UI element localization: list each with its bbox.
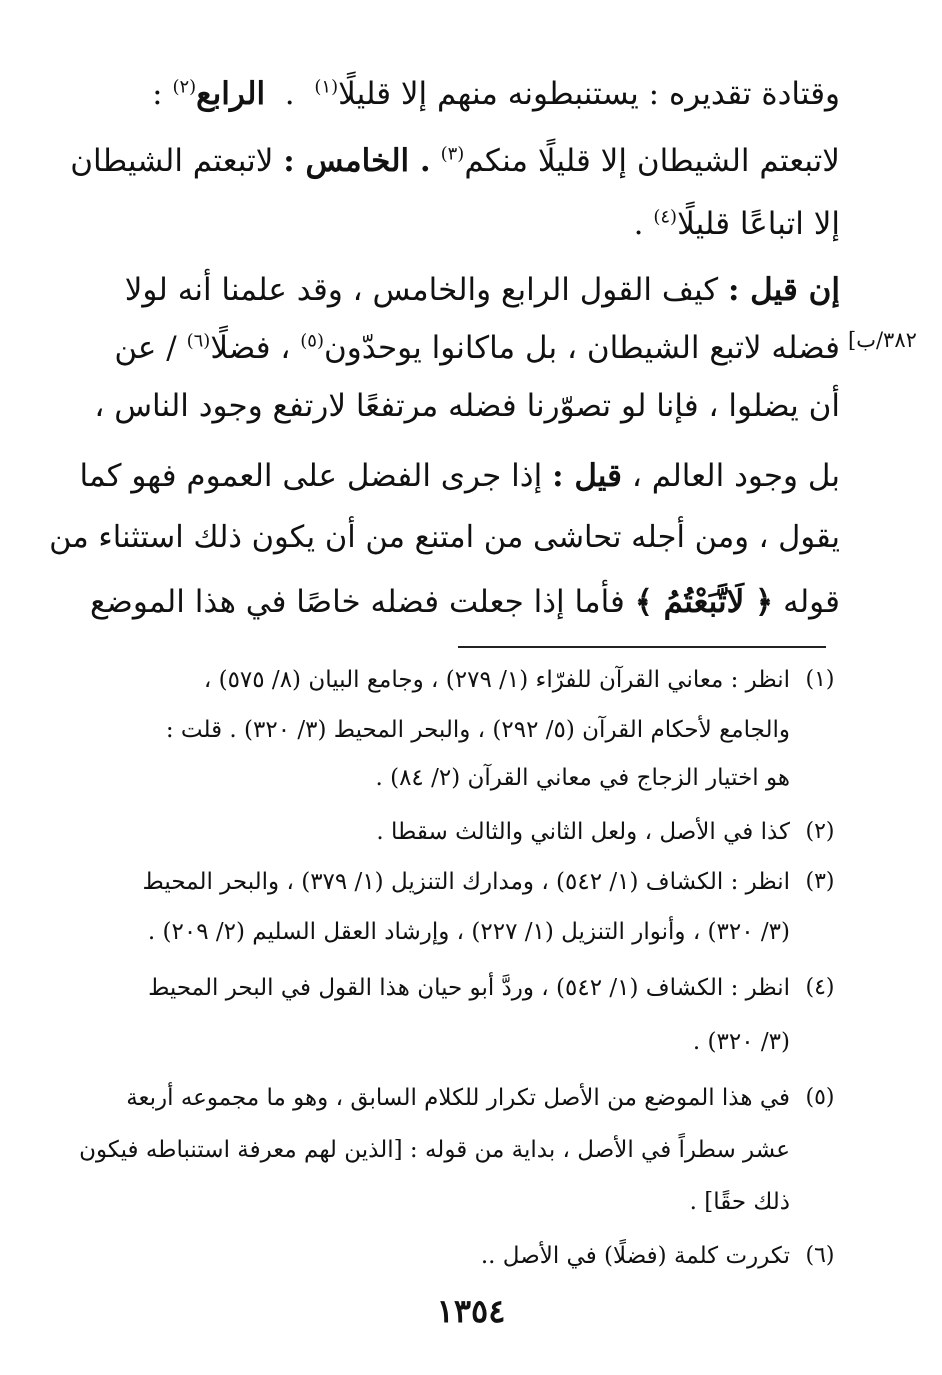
footnote-ref-3[interactable]: (٣) bbox=[440, 143, 465, 165]
text-run: فأما إذا جعلت فضله خاصًا في هذا الموضع bbox=[90, 584, 625, 620]
footnote-ref-5[interactable]: (٥) bbox=[300, 330, 324, 352]
main-text-line-1: وقتادة تقديره : يستنبطونه منهم إلا قليلًا$^{(١)}$ . الرابع$^{(٢)}$ : bbox=[152, 76, 840, 112]
quran-quote: ﴿ لَاتَّبَعْتُمُ ﴾ bbox=[634, 584, 774, 620]
footnote-line: (٣/ ٣٢٠) . bbox=[692, 1029, 790, 1055]
footnote-ref-4[interactable]: (٤) bbox=[653, 206, 678, 228]
text-run: لاتبعتم الشيطان إلا قليلًا منكم bbox=[464, 143, 840, 179]
text-run: إلا اتباعًا قليلًا bbox=[677, 206, 840, 242]
text-run: ، فضلًا bbox=[210, 330, 291, 366]
text-run: / عن bbox=[114, 330, 177, 366]
footnote-number: (٦) bbox=[805, 1243, 835, 1268]
text-run: بل وجود العالم ، bbox=[631, 458, 840, 494]
main-text-line-4 bbox=[50, 262, 840, 318]
main-text-line-2 bbox=[50, 133, 840, 189]
footnote-ref-6[interactable]: (٦) bbox=[186, 330, 211, 352]
main-text-line-8 bbox=[50, 510, 840, 566]
footnote-line: انظر : الكشاف (١/ ٥٤٢) ، ومدارك التنزيل (١/ ٣٧٩) ، والبحر المحيط bbox=[142, 869, 790, 895]
footnote-number: (٢) bbox=[805, 819, 835, 844]
main-text-line-5 bbox=[50, 320, 840, 376]
footnote-number: (٤) bbox=[805, 975, 835, 1000]
footnote-line: انظر : معاني القرآن للفرّاء (١/ ٢٧٩) ، وجامع البيان (٨/ ٥٧٥) ، bbox=[203, 667, 790, 693]
text-run: لاتبعتم الشيطان bbox=[70, 143, 274, 179]
footnote-line: هو اختيار الزجاج في معاني القرآن (٢/ ٨٤) . bbox=[375, 765, 790, 791]
footnote-separator bbox=[458, 646, 826, 648]
text-run: . bbox=[633, 206, 644, 242]
text-run: : bbox=[152, 76, 163, 112]
text-run: وقتادة تقديره : يستنبطونه منهم إلا قليلًا bbox=[338, 76, 840, 112]
keyword-if-said: إن قيل : bbox=[727, 272, 840, 308]
footnote-ref-2[interactable]: (٢) bbox=[172, 76, 197, 98]
footnote-number: (٥) bbox=[805, 1085, 835, 1110]
keyword-fourth: الرابع bbox=[196, 76, 266, 112]
footnote-line: انظر : الكشاف (١/ ٥٤٢) ، وردَّ أبو حيان هذا القول في البحر المحيط bbox=[148, 975, 790, 1001]
text-run: أن يضلوا ، فإنا لو تصوّرنا فضله مرتفعًا لارتفع وجود الناس ، bbox=[94, 388, 840, 424]
main-text-line-9 bbox=[50, 574, 840, 630]
footnote-ref-1[interactable]: (١) bbox=[314, 76, 339, 98]
footnote-number: (١) bbox=[805, 667, 835, 692]
footnote-line: والجامع لأحكام القرآن (٥/ ٢٩٢) ، والبحر المحيط (٣/ ٣٢٠) . قلت : bbox=[165, 717, 790, 743]
page-number: ١٣٥٤ bbox=[436, 1292, 506, 1330]
footnote-line: كذا في الأصل ، ولعل الثاني والثالث سقطا . bbox=[376, 819, 790, 845]
keyword-answer: قيل : bbox=[552, 458, 622, 494]
text-run: إذا جرى الفضل على العموم فهو كما bbox=[79, 458, 543, 494]
footnote-line: في هذا الموضع من الأصل تكرار للكلام السابق ، وهو ما مجموعه أربعة bbox=[126, 1085, 790, 1111]
footnote-line: تكررت كلمة (فضلًا) في الأصل .. bbox=[480, 1243, 790, 1269]
manuscript-folio-marker: ٣٨٢/ب] bbox=[848, 328, 917, 352]
text-run: فضله لاتبع الشيطان ، بل ماكانوا يوحدّون bbox=[323, 330, 840, 366]
keyword-fifth: . الخامس : bbox=[283, 143, 431, 179]
footnote-number: (٣) bbox=[805, 869, 835, 894]
main-text-line-6 bbox=[50, 378, 840, 434]
main-text-line-7 bbox=[50, 448, 840, 504]
footnote-line: ذلك حقًا] . bbox=[689, 1189, 790, 1215]
footnote-line: عشر سطراً في الأصل ، بداية من قوله : [الذين لهم معرفة استنباطه فيكون bbox=[79, 1137, 790, 1163]
footnote-line: (٣/ ٣٢٠) ، وأنوار التنزيل (١/ ٢٢٧) ، وإرشاد العقل السليم (٢/ ٢٠٩) . bbox=[147, 919, 790, 945]
text-run: يقول ، ومن أجله تحاشى من امتنع من أن يكون ذلك استثناء من bbox=[49, 520, 840, 555]
text-run: قوله bbox=[783, 584, 840, 620]
main-text-line-3 bbox=[50, 196, 840, 252]
text-run: كيف القول الرابع والخامس ، وقد علمنا أنه لولا bbox=[124, 272, 719, 308]
